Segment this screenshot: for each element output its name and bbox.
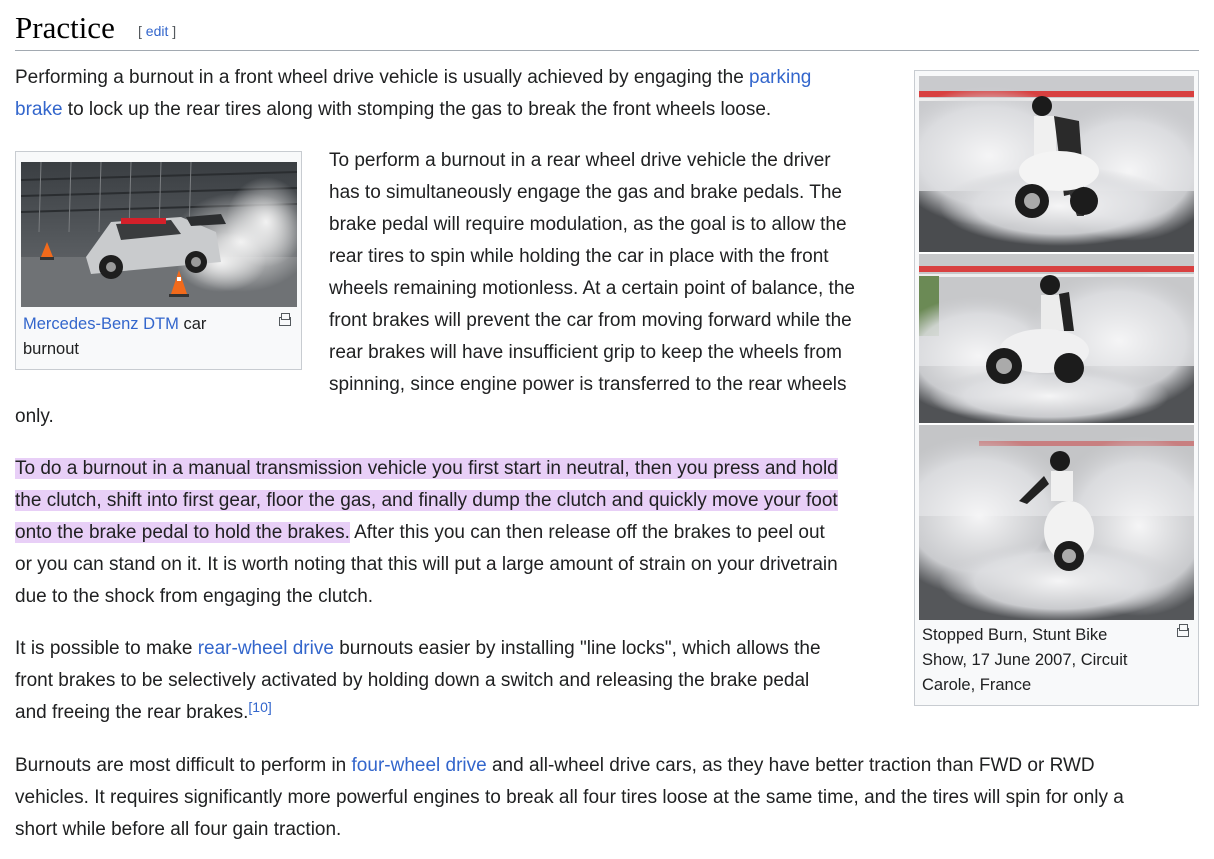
enlarge-icon[interactable] bbox=[279, 317, 291, 326]
parking-brake-link[interactable]: parking brake bbox=[15, 67, 812, 120]
bike-thumbnail-caption: Stopped Burn, Stunt Bike Show, 17 June 2007, Circuit Carole, France bbox=[922, 626, 1128, 694]
paragraph-line-locks: It is possible to make rear-wheel drive burnouts easier by installing "line locks", which allows the front brakes to be selectively activated by holding down a switch and releasing the brake pedal and freeing the rear brakes.[10] bbox=[15, 638, 821, 723]
paragraph-rwd: To perform a burnout in a rear wheel drive vehicle the driver has to simultaneously engage the gas and brake pedals. The brake pedal will require modulation, as the goal is to allow the rear tires to spin while holding the car in place with the front wheels remaining motionless. At a certain point of balance, the front brakes will prevent the car from moving forward while the rear brakes will have insufficient grip to keep the wheels from spinning, since engine power is transferred to the rear wheels bbox=[329, 150, 855, 395]
paragraph-rwd-end: only. bbox=[15, 406, 54, 427]
enlarge-icon[interactable] bbox=[1177, 628, 1189, 637]
thumbnail-car bbox=[15, 151, 302, 370]
section-heading bbox=[15, 4, 1199, 51]
paragraph-4wd: Burnouts are most difficult to perform in four-wheel drive and all-wheel drive cars, as they have better traction than FWD or RWD vehicles. It requires significantly more powerful engines to break all four tires loose at the same time, and the tires will spin for only a short while before all four gain traction. bbox=[15, 755, 1124, 840]
stunt-bike-photo-strip[interactable] bbox=[919, 76, 1194, 620]
mercedes-benz-dtm-link[interactable]: Mercedes-Benz DTM bbox=[23, 315, 179, 333]
highlighted-text: To do a burnout in a manual transmission vehicle you first start in neutral, then you press and hold bbox=[15, 458, 838, 479]
section-title: Practice bbox=[15, 10, 115, 45]
four-wheel-drive-link[interactable]: four-wheel drive bbox=[351, 755, 487, 776]
thumbnail-bike bbox=[914, 70, 1199, 706]
edit-link[interactable]: edit bbox=[145, 23, 169, 39]
paragraph-manual: To do a burnout in a manual transmission vehicle you first start in neutral, then you press and hold the clutch, shift into first gear, floor the gas, and finally dump the clutch and quickly move your foot onto the brake pedal to hold the brakes. After this you can then release off the brakes to peel out or you can stand on it. It is worth noting that this will put a large amount of strain on your drivetrain due to the shock from engaging the clutch. bbox=[15, 458, 838, 607]
rear-wheel-drive-link[interactable]: rear-wheel drive bbox=[197, 638, 334, 659]
car-burnout-photo[interactable] bbox=[21, 162, 297, 307]
reference-link[interactable]: [10] bbox=[248, 699, 272, 715]
car-thumbnail-caption: Mercedes-Benz DTM car burnout bbox=[23, 315, 207, 358]
paragraph-fwd: Performing a burnout in a front wheel drive vehicle is usually achieved by engaging the parking brake to lock up the rear tires along with stomping the gas to break the front wheels loose. bbox=[15, 67, 812, 120]
edit-section: [ edit ] bbox=[138, 23, 177, 39]
